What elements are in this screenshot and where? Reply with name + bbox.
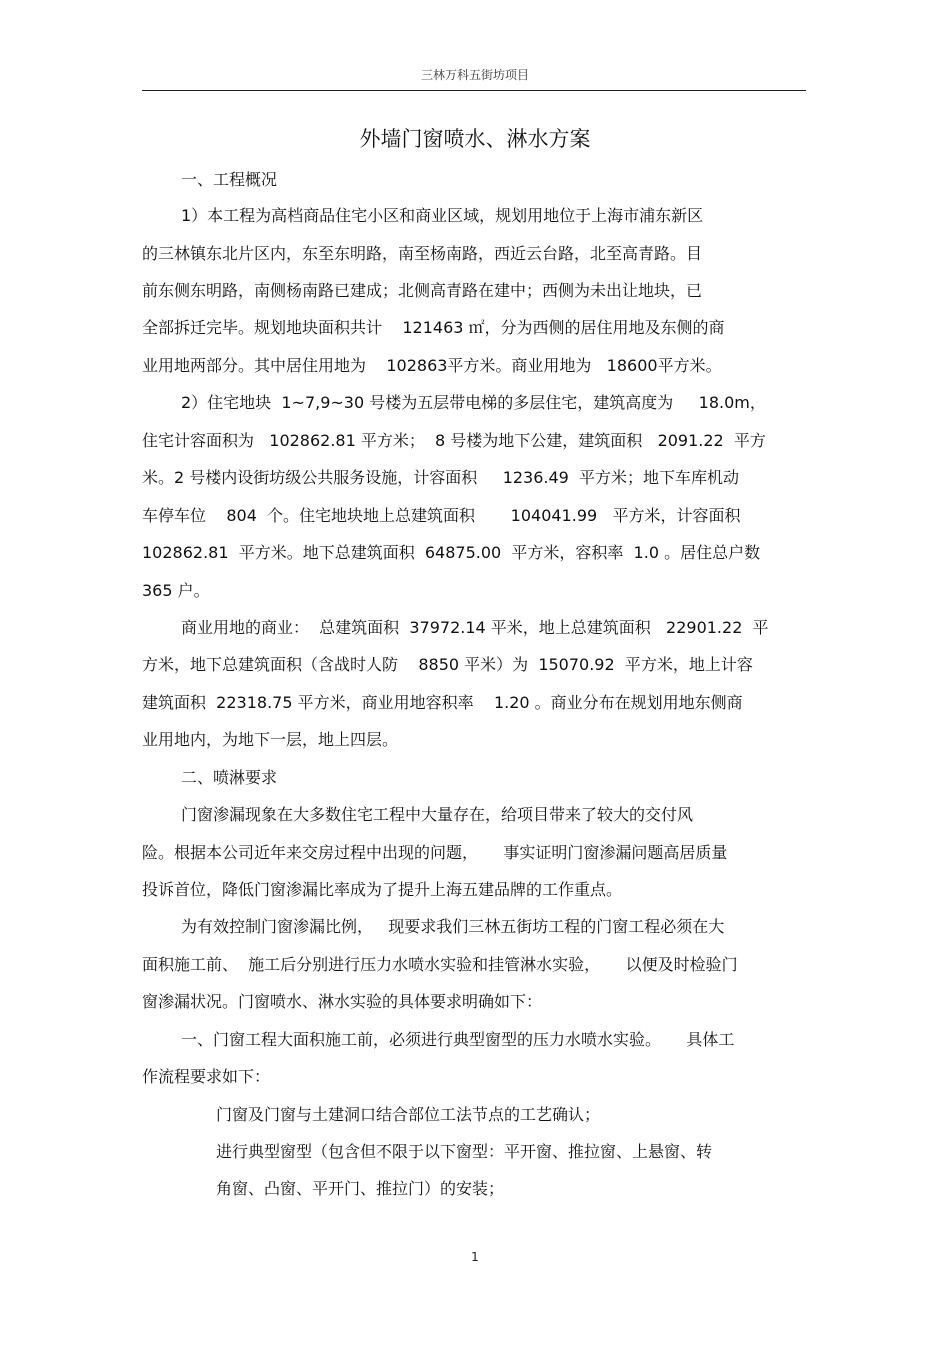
list-item: 进行典型窗型（包含但不限于以下窗型：平开窗、推拉窗、上悬窗、转 [216, 1142, 713, 1161]
body-line: 一、门窗工程大面积施工前，必须进行典型窗型的压力水喷水实验。 具体工 [181, 1030, 735, 1049]
body-line: 365 户。 [142, 581, 210, 600]
list-item: 角窗、凸窗、平开门、推拉门）的安装； [216, 1179, 505, 1198]
body-line: 前东侧东明路，南侧杨南路已建成；北侧高青路在建中；西侧为未出让地块，已 [142, 281, 703, 300]
body-line: 方米，地下总建筑面积（含战时人防 8850 平米）为 15070.92 平方米，地上计容 [142, 655, 753, 674]
body-line: 的三林镇东北片区内，东至东明路，南至杨南路，西近云台路，北至高青路。目 [142, 244, 703, 263]
body-line: 2）住宅地块 1~7,9~30 号楼为五层带电梯的多层住宅，建筑高度为 18.0m， [181, 393, 766, 412]
body-line: 面积施工前、 施工后分别进行压力水喷水实验和挂管淋水实验， 以便及时检验门 [142, 955, 738, 974]
body-line: 投诉首位，降低门窗渗漏比率成为了提升上海五建品牌的工作重点。 [142, 880, 623, 899]
body-line: 业用地内，为地下一层，地上四层。 [142, 730, 399, 749]
running-header: 三林万科五街坊项目 [420, 68, 529, 82]
body-line: 门窗渗漏现象在大多数住宅工程中大量存在，给项目带来了较大的交付风 [181, 805, 694, 824]
body-line: 商业用地的商业： 总建筑面积 37972.14 平米，地上总建筑面积 22901.22 平 [181, 618, 769, 637]
body-line: 业用地两部分。其中居住用地为 102863平方米。商业用地为 18600平方米。 [142, 356, 722, 375]
body-line: 作流程要求如下： [142, 1067, 271, 1086]
body-line: 102862.81 平方米。地下总建筑面积 64875.00 平方米，容积率 1.0 。居住总户数 [142, 543, 761, 562]
body-line: 窗渗漏状况。门窗喷水、淋水实验的具体要求明确如下： [142, 992, 543, 1011]
section-heading: 二、喷淋要求 [181, 768, 278, 787]
list-item: 门窗及门窗与土建洞口结合部位工法节点的工艺确认； [216, 1105, 601, 1124]
body-line: 住宅计容面积为 102862.81 平方米； 8 号楼为地下公建，建筑面积 2091.22 平方 [142, 431, 766, 450]
body-line: 车停车位 804 个。住宅地块地上总建筑面积 104041.99 平方米，计容面积 [142, 506, 741, 525]
document-title: 外墙门窗喷水、淋水方案 [359, 127, 591, 151]
body-line: 米。2 号楼内设街坊级公共服务设施，计容面积 1236.49 平方米；地下车库机动 [142, 468, 740, 487]
header-divider [142, 90, 806, 91]
body-line: 建筑面积 22318.75 平方米，商业用地容积率 1.20 。商业分布在规划用地东侧商 [142, 693, 743, 712]
section-heading: 一、工程概况 [181, 170, 278, 189]
body-line: 险。根据本公司近年来交房过程中出现的问题， 事实证明门窗渗漏问题高居质量 [142, 843, 728, 862]
body-line: 全部拆迁完毕。规划地块面积共计 121463 ㎡，分为西侧的居住用地及东侧的商 [142, 318, 725, 337]
body-line: 1）本工程为高档商品住宅小区和商业区域，规划用地位于上海市浦东新区 [181, 206, 704, 225]
page-number: 1 [471, 1250, 479, 1264]
body-line: 为有效控制门窗渗漏比例， 现要求我们三林五街坊工程的门窗工程必须在大 [181, 917, 725, 936]
